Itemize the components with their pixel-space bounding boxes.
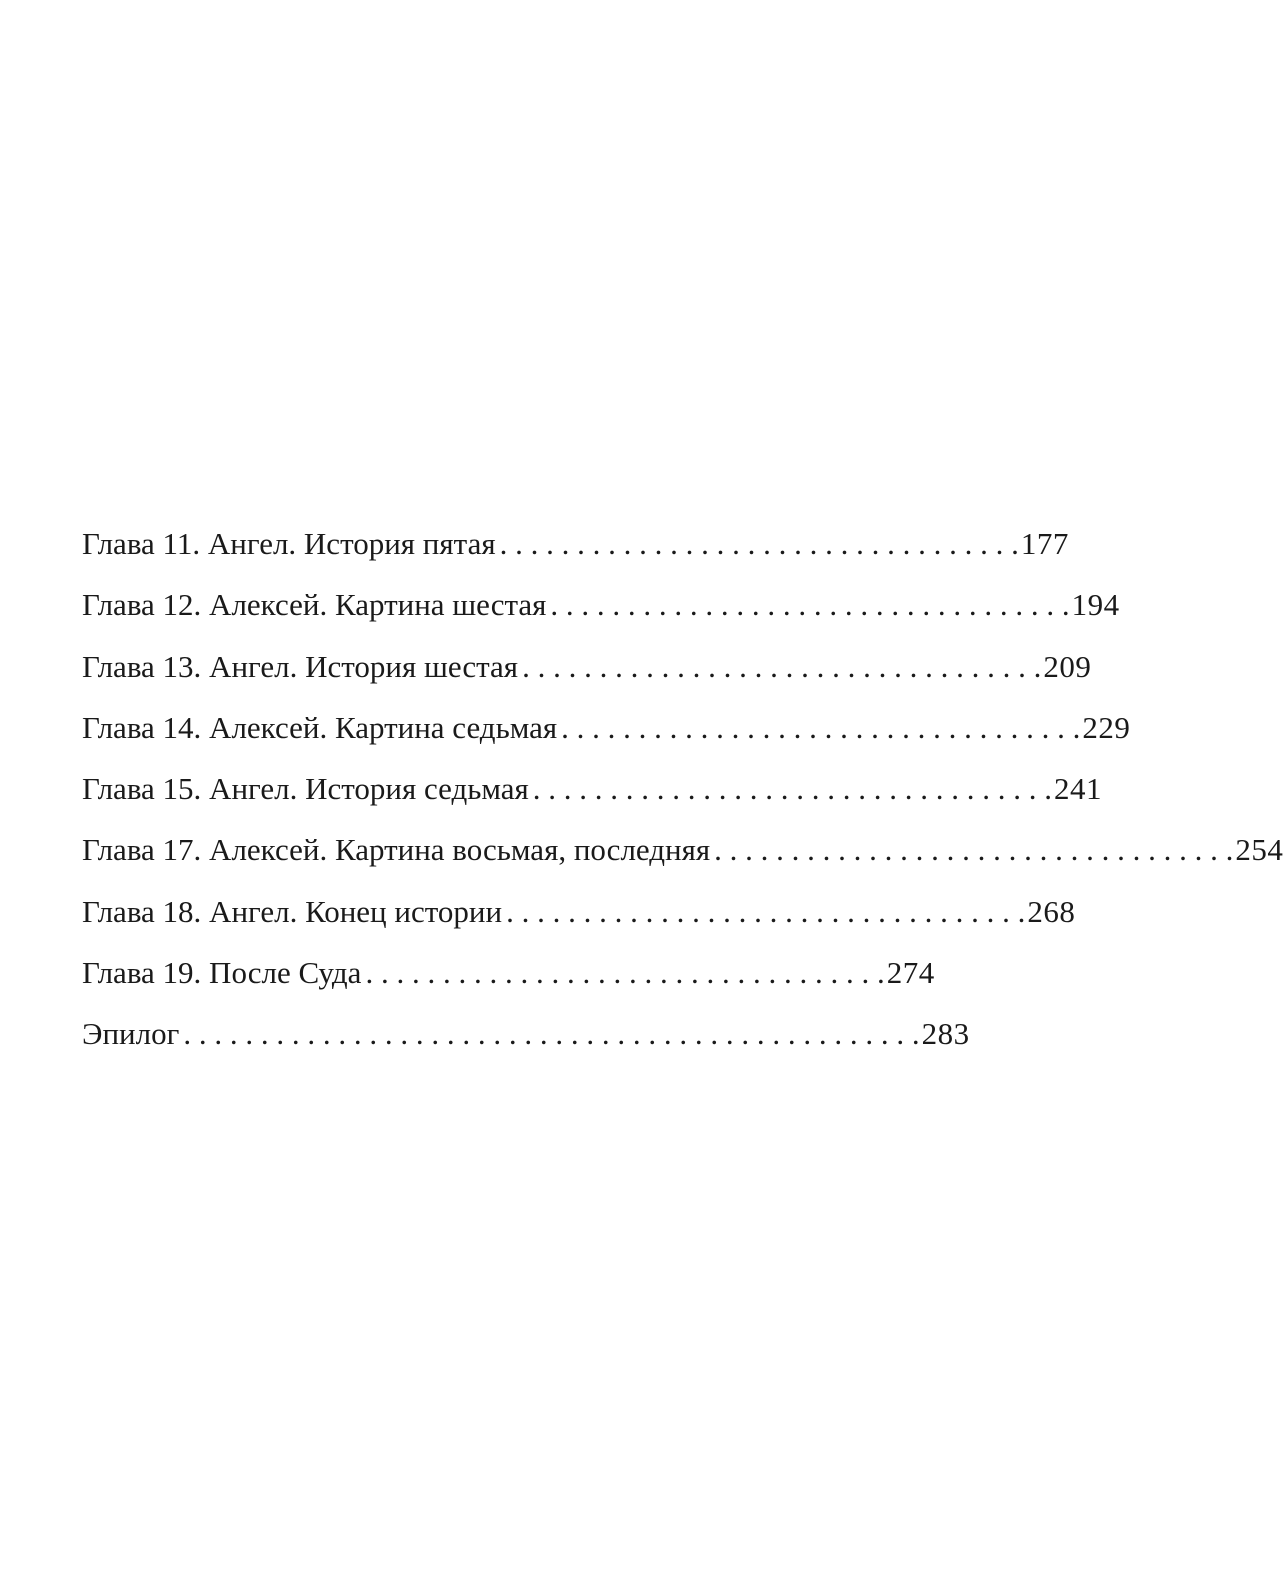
toc-entry-title: Глава 12. Алексей. Картина шестая — [82, 587, 547, 623]
toc-dot-leader: . . . . . . . . . . . . . . . . . . . . . . . . . . . . . . . . . . — [499, 526, 1019, 561]
toc-dot-leader: . . . . . . . . . . . . . . . . . . . . . . . . . . . . . . . . . . — [522, 648, 1042, 684]
toc-entry — [82, 703, 1131, 764]
toc-entry-page: 194 — [1071, 587, 1120, 623]
toc-entry — [82, 642, 1092, 703]
toc-entry-title: Глава 15. Ангел. История седьмая — [82, 771, 529, 807]
toc-entry-title: Глава 13. Ангел. История шестая — [82, 648, 519, 684]
toc-entry-page: 268 — [1027, 893, 1076, 929]
toc-entry-title: Глава 19. После Суда — [82, 955, 362, 991]
toc-dot-leader: . . . . . . . . . . . . . . . . . . . . . . . . . . . . . . . . . . — [532, 771, 1053, 807]
toc-entry — [82, 1009, 970, 1070]
toc-entry — [82, 519, 1069, 580]
toc-dot-leader: . . . . . . . . . . . . . . . . . . . . . . . . . . . . . . . . . . — [714, 832, 1234, 868]
toc-entry-page: 254 — [1235, 832, 1283, 868]
toc-entry-title: Эпилог — [82, 1016, 180, 1052]
toc-entry — [82, 825, 1283, 886]
toc-entry — [82, 948, 935, 1009]
toc-entry-page: 209 — [1043, 648, 1092, 684]
toc-entry-page: 229 — [1082, 709, 1131, 745]
toc-dot-leader: . . . . . . . . . . . . . . . . . . . . . . . . . . . . . . . . . . — [506, 893, 1026, 929]
toc-dot-leader: . . . . . . . . . . . . . . . . . . . . . . . . . . . . . . . . . . — [561, 709, 1081, 745]
toc-dot-leader: . . . . . . . . . . . . . . . . . . . . . . . . . . . . . . . . . . — [365, 955, 885, 991]
toc-entry-page: 177 — [1020, 526, 1069, 561]
toc-entry-title: Глава 18. Ангел. Конец истории — [82, 893, 503, 929]
toc-entry-title: Глава 14. Алексей. Картина седьмая — [82, 709, 558, 745]
toc-entry-page: 241 — [1054, 771, 1103, 807]
toc-dot-leader: . . . . . . . . . . . . . . . . . . . . . . . . . . . . . . . . . . — [550, 587, 1070, 623]
toc-entry-title: Глава 17. Алексей. Картина восьмая, последняя — [82, 832, 711, 868]
table-of-contents — [82, 519, 1283, 1071]
toc-entry — [82, 580, 1120, 641]
toc-entry-title: Глава 11. Ангел. История пятая — [82, 526, 496, 561]
toc-dot-leader: . . . . . . . . . . . . . . . . . . . . . . . . . . . . . . . . . . . . . . . . . . . . . . . . — [183, 1016, 920, 1052]
toc-entry-page: 283 — [921, 1016, 970, 1052]
toc-entry-page: 274 — [886, 955, 935, 991]
toc-entry — [82, 887, 1076, 948]
toc-entry — [82, 764, 1103, 825]
